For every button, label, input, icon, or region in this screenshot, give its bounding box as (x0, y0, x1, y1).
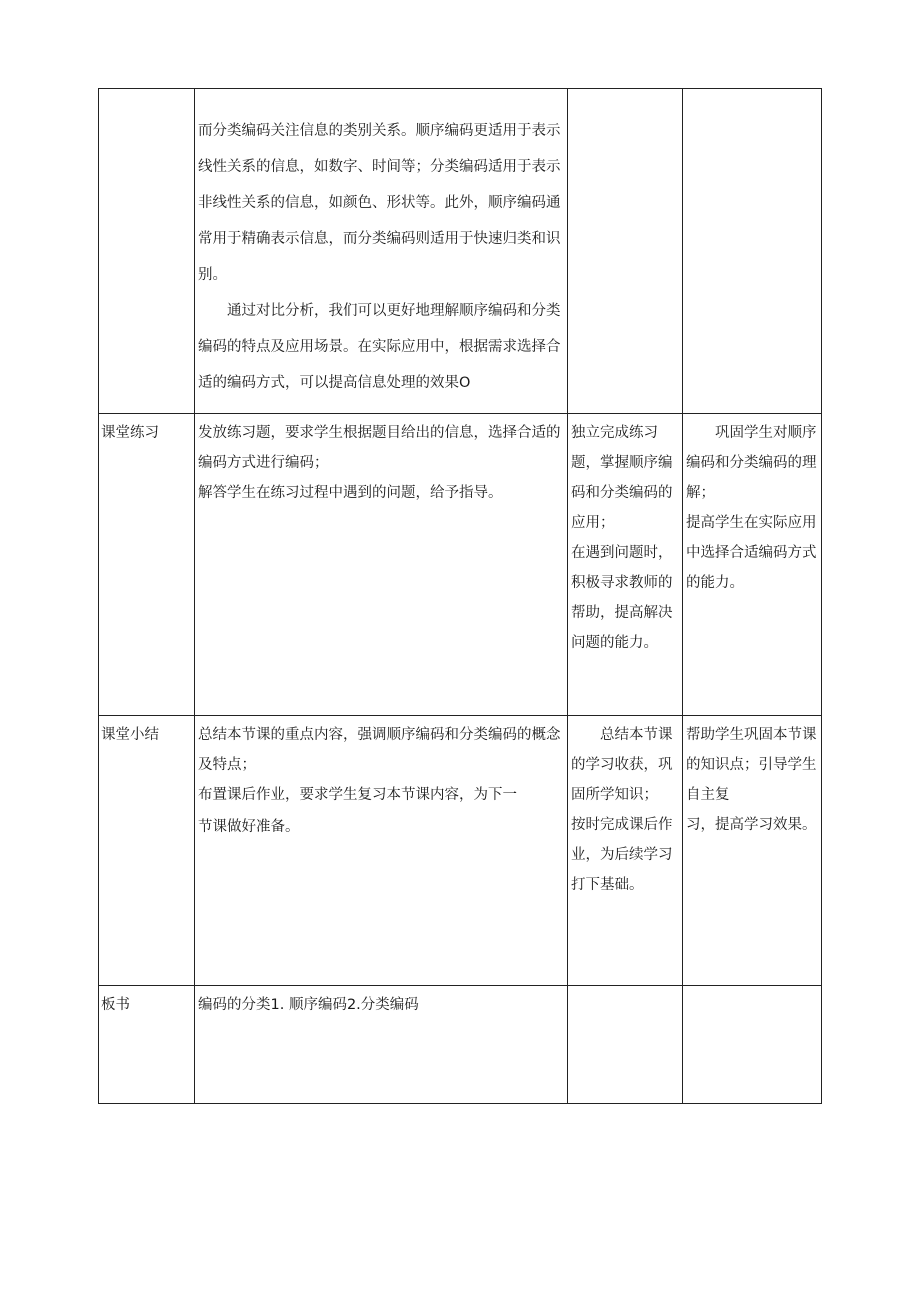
board-outline: 编码的分类1. 顺序编码2.分类编码 (198, 997, 419, 1013)
paragraph: 总结本节课的重点内容，强调顺序编码和分类编码的概念及特点； (198, 727, 561, 773)
stage-label: 板书 (101, 997, 130, 1013)
paragraph: 总结本节课的学习收获，巩固所学知识； (571, 727, 673, 803)
teacher-activity-cell (195, 986, 568, 1104)
stage-cell (99, 414, 195, 716)
paragraph: 解答学生在练习过程中遇到的问题，给予指导。 (198, 485, 503, 501)
student-activity-cell (568, 414, 683, 716)
teacher-activity-cell (195, 414, 568, 716)
stage-cell (99, 89, 195, 414)
student-activity-cell (568, 716, 683, 986)
table-row-board (99, 986, 822, 1104)
paragraph: 巩固学生对顺序编码和分类编码的理解； (686, 425, 817, 501)
design-intent-cell (683, 986, 822, 1104)
paragraph: 独立完成练习题，掌握顺序编码和分类编码的应用； (571, 425, 673, 531)
student-activity-cell (568, 986, 683, 1104)
lesson-plan-table (98, 88, 822, 1104)
table-row-summary (99, 716, 822, 986)
paragraph: 帮助学生巩固本节课的知识点；引导学生自主复 (686, 727, 817, 803)
stage-cell (99, 986, 195, 1104)
paragraph: 而分类编码关注信息的类别关系。顺序编码更适用于表示线性关系的信息，如数字、时间等；分类编码适用于表示非线性关系的信息，如颜色、形状等。此外，顺序编码通常用于精确表示信息，而分类编码则适用于快速归类和识别。 (198, 123, 561, 283)
stage-cell (99, 716, 195, 986)
design-intent-cell (683, 716, 822, 986)
paragraph: 发放练习题，要求学生根据题目给出的信息，选择合适的编码方式进行编码； (198, 425, 561, 471)
table-row-practice (99, 414, 822, 716)
teacher-activity-cell (195, 716, 568, 986)
paragraph: 按时完成课后作业，为后续学习打下基础。 (571, 817, 673, 893)
paragraph: 习，提高学习效果。 (686, 817, 817, 833)
paragraph: 通过对比分析，我们可以更好地理解顺序编码和分类编码的特点及应用场景。在实际应用中，根据需求选择合适的编码方式，可以提高信息处理的效果O (198, 303, 561, 391)
stage-label: 课堂练习 (101, 425, 159, 441)
paragraph: 布置课后作业，要求学生复习本节课内容，为下一 (198, 787, 517, 803)
paragraph: 节课做好准备。 (198, 819, 300, 835)
paragraph: 提高学生在实际应用中选择合适编码方式的能力。 (686, 515, 817, 591)
paragraph: 在遇到问题时，积极寻求教师的帮助，提高解决问题的能力。 (571, 545, 673, 651)
student-activity-cell (568, 89, 683, 414)
design-intent-cell (683, 414, 822, 716)
table-row-continuation (99, 89, 822, 414)
stage-label: 课堂小结 (101, 727, 159, 743)
teacher-activity-cell (195, 89, 568, 414)
design-intent-cell (683, 89, 822, 414)
